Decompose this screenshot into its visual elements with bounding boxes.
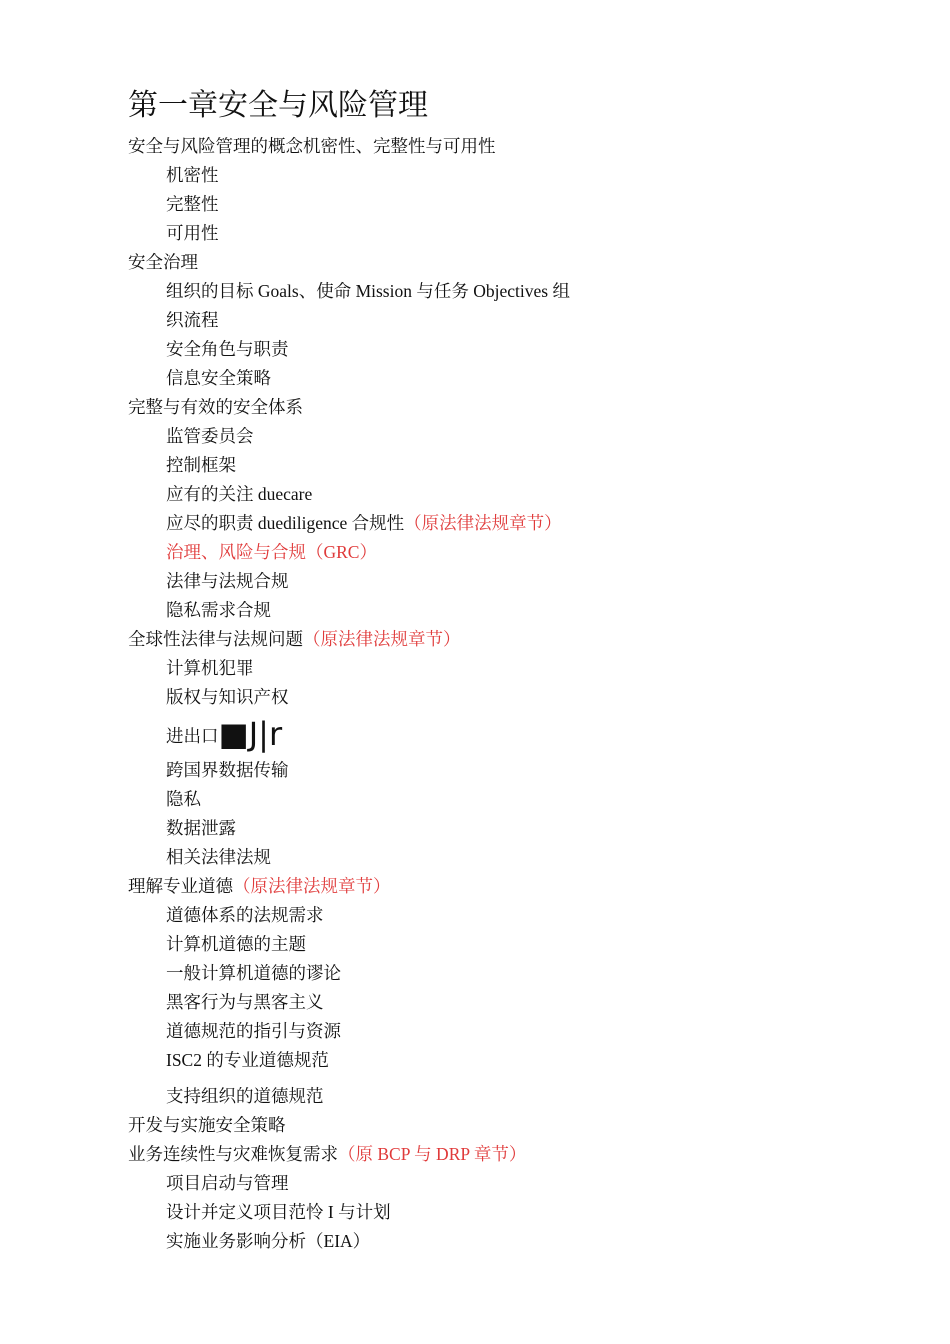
item-text: 项目启动与管理 (166, 1173, 289, 1193)
item-text: 控制框架 (166, 455, 236, 475)
outline-subitem (128, 1046, 848, 1075)
item-text: 隐私需求合规 (166, 600, 271, 620)
outline-list (128, 132, 848, 1256)
outline-subitem (128, 1082, 848, 1111)
item-note: （原法律法规章节） (233, 876, 391, 896)
outline-subitem (128, 277, 848, 306)
outline-subitem (128, 422, 848, 451)
item-glyph: ■J|r (218, 715, 283, 753)
outline-subitem (128, 1017, 848, 1046)
item-text: 可用性 (166, 223, 219, 243)
item-text: 法律与法规合规 (166, 571, 289, 591)
item-text: 应有的关注 duecare (166, 484, 313, 504)
item-text: 全球性法律与法规问题 (128, 629, 303, 649)
item-text: 安全治理 (128, 252, 198, 272)
item-text: 支持组织的道德规范 (166, 1086, 324, 1106)
outline-section (128, 393, 848, 422)
outline-subitem (128, 785, 848, 814)
item-text: 数据泄露 (166, 818, 236, 838)
outline-section (128, 132, 848, 161)
item-note: （原法律法规章节） (404, 513, 562, 533)
outline-subitem (128, 538, 848, 567)
item-text: 道德规范的指引与资源 (166, 1021, 341, 1041)
outline-subitem (128, 756, 848, 785)
outline-subitem (128, 335, 848, 364)
outline-subitem (128, 930, 848, 959)
item-text: 织流程 (166, 310, 219, 330)
item-text: 机密性 (166, 165, 219, 185)
item-text: 安全与风险管理的概念机密性、完整性与可用性 (128, 136, 496, 156)
outline-subitem (128, 843, 848, 872)
item-text: 进出口 (166, 726, 219, 746)
item-text: 相关法律法规 (166, 847, 271, 867)
item-text: 计算机犯罪 (166, 658, 254, 678)
outline-section (128, 1111, 848, 1140)
item-text: 版权与知识产权 (166, 687, 289, 707)
outline-subitem (128, 480, 848, 509)
outline-subitem (128, 509, 848, 538)
item-text: 隐私 (166, 789, 201, 809)
outline-subitem (128, 596, 848, 625)
item-text: 业务连续性与灾难恢复需求 (128, 1144, 338, 1164)
outline-subitem (128, 1198, 848, 1227)
outline-subitem (128, 1169, 848, 1198)
item-text: 计算机道德的主题 (166, 934, 306, 954)
outline-subitem (128, 567, 848, 596)
item-text: 完整性 (166, 194, 219, 214)
outline-subitem (128, 451, 848, 480)
outline-subitem (128, 988, 848, 1017)
outline-subitem (128, 190, 848, 219)
item-text: 信息安全策略 (166, 368, 271, 388)
item-note: （原 BCP 与 DRP 章节） (338, 1144, 527, 1164)
outline-subitem (128, 161, 848, 190)
outline-subitem (128, 219, 848, 248)
item-text: 黑客行为与黑客主义 (166, 992, 324, 1012)
outline-subitem (128, 959, 848, 988)
item-text: 实施业务影响分析（EIA） (166, 1231, 371, 1251)
item-text: 跨国界数据传输 (166, 760, 289, 780)
item-text: 道德体系的法规需求 (166, 905, 324, 925)
item-text: 设计并定义项目范怜 I 与计划 (166, 1202, 391, 1222)
item-note: （原法律法规章节） (303, 629, 461, 649)
item-text: 理解专业道德 (128, 876, 233, 896)
item-text: 完整与有效的安全体系 (128, 397, 303, 417)
outline-section (128, 625, 848, 654)
outline-subitem (128, 814, 848, 843)
outline-subitem (128, 654, 848, 683)
outline-section (128, 248, 848, 277)
item-text: 监管委员会 (166, 426, 254, 446)
outline-section (128, 872, 848, 901)
outline-subitem (128, 1227, 848, 1256)
outline-subitem (128, 901, 848, 930)
chapter-title: 第一章安全与风险管理 (128, 88, 428, 123)
outline-section (128, 1140, 848, 1169)
item-text: 一般计算机道德的谬论 (166, 963, 341, 983)
item-text: 开发与实施安全策略 (128, 1115, 286, 1135)
outline-subitem (128, 683, 848, 712)
outline-subitem (128, 306, 848, 335)
outline-subitem (128, 364, 848, 393)
outline-subitem (128, 712, 848, 756)
item-text: 安全角色与职责 (166, 339, 289, 359)
item-text: 应尽的职责 duediligence 合规性 (166, 513, 405, 533)
item-text: ISC2 的专业道德规范 (166, 1050, 329, 1070)
item-note: 治理、风险与合规（GRC） (166, 542, 377, 562)
item-text: 组织的目标 Goals、使命 Mission 与任务 Objectives 组 (166, 281, 570, 301)
